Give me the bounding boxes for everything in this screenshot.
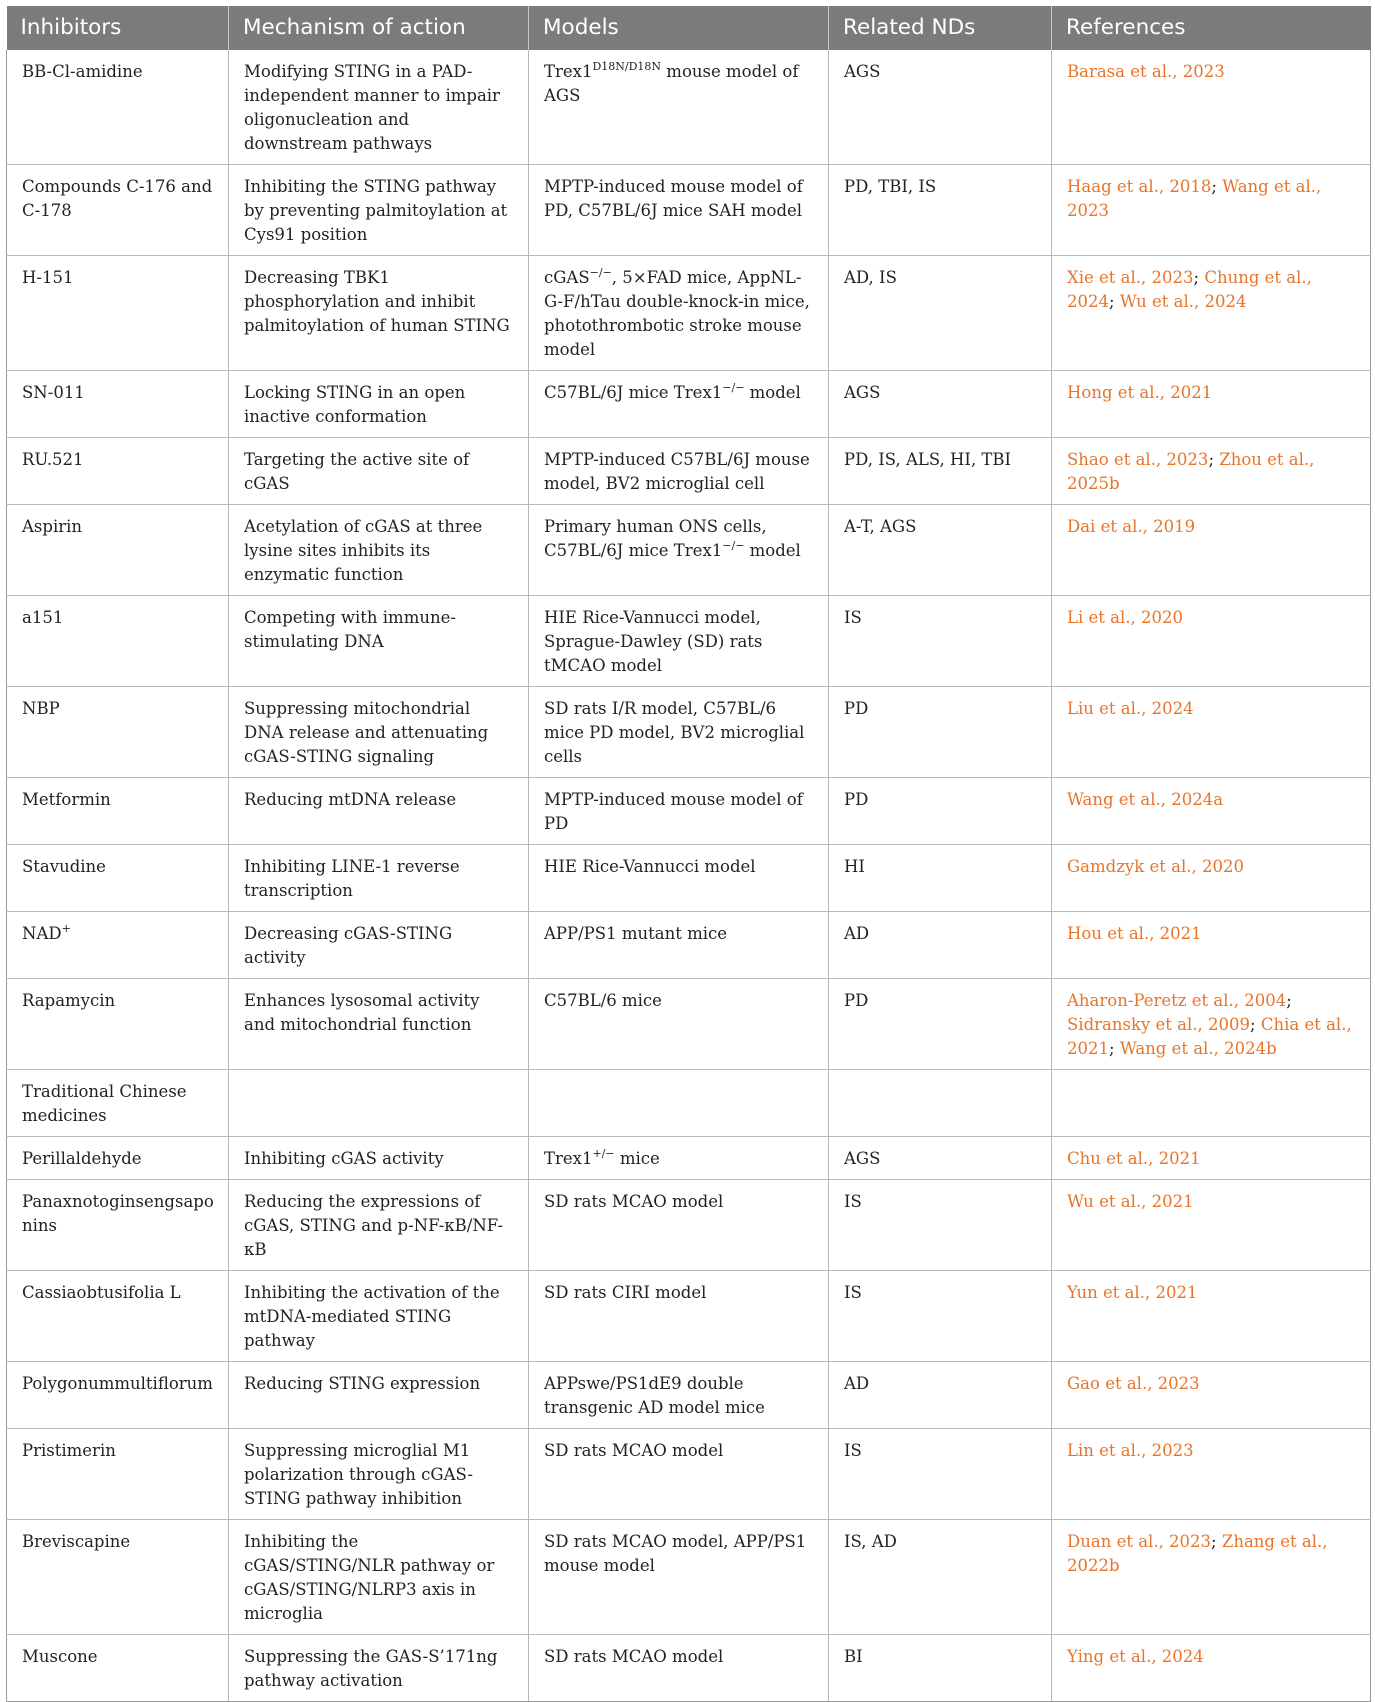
reference-link[interactable]: Hou et al., 2021 xyxy=(1067,924,1202,943)
models-cell xyxy=(529,845,829,912)
reference-link[interactable]: Duan et al., 2023 xyxy=(1067,1532,1212,1551)
reference-link[interactable]: Shao et al., 2023 xyxy=(1067,450,1209,469)
reference-link[interactable]: Zhou et al., 2025b xyxy=(1067,450,1315,493)
reference-separator: ; xyxy=(1211,1532,1222,1551)
references-cell xyxy=(1052,1429,1371,1520)
reference-link[interactable]: Liu et al., 2024 xyxy=(1067,699,1194,718)
related-nds-cell: BI xyxy=(829,1635,1052,1702)
related-nds-cell: AD xyxy=(829,912,1052,979)
models-text: MPTP-induced mouse model of PD, C57BL/6J mice SAH model xyxy=(544,177,803,220)
models-cell xyxy=(529,1362,829,1429)
mechanism-cell: Reducing STING expression xyxy=(229,1362,529,1429)
related-nds-cell: A-T, AGS xyxy=(829,505,1052,596)
table-row xyxy=(7,1635,1371,1702)
models-cell xyxy=(529,596,829,687)
models-text: MPTP-induced C57BL/6J mouse model, BV2 microglial cell xyxy=(544,450,810,493)
reference-link[interactable]: Aharon-Peretz et al., 2004 xyxy=(1067,991,1287,1010)
related-nds-cell: IS, AD xyxy=(829,1520,1052,1635)
references-cell xyxy=(1052,1070,1371,1137)
reference-separator: ; xyxy=(1109,1039,1120,1058)
table-row xyxy=(7,256,1371,371)
models-cell xyxy=(529,256,829,371)
inhibitor-cell xyxy=(7,1137,229,1180)
inhibitor-name: H-151 xyxy=(22,268,74,287)
inhibitor-name: Polygonummultiflorum xyxy=(22,1374,213,1393)
reference-link[interactable]: Zhang et al., 2022b xyxy=(1067,1532,1328,1575)
inhibitor-name: Breviscapine xyxy=(22,1532,131,1551)
reference-link[interactable]: Haag et al., 2018 xyxy=(1067,177,1212,196)
inhibitor-name: Compounds C-176 and C-178 xyxy=(22,177,213,220)
mechanism-cell: Enhances lysosomal activity and mitochondrial function xyxy=(229,979,529,1070)
inhibitor-superscript: + xyxy=(61,921,71,935)
references-cell xyxy=(1052,1635,1371,1702)
inhibitor-cell xyxy=(7,165,229,256)
related-nds-cell: PD xyxy=(829,979,1052,1070)
models-cell xyxy=(529,1635,829,1702)
related-nds-cell: PD xyxy=(829,778,1052,845)
models-cell xyxy=(529,165,829,256)
models-cell xyxy=(529,505,829,596)
inhibitor-name: Traditional Chinese medicines xyxy=(22,1082,187,1125)
mechanism-cell: Targeting the active site of cGAS xyxy=(229,438,529,505)
header-references: References xyxy=(1052,6,1371,50)
mechanism-cell: Inhibiting the STING pathway by preventing palmitoylation at Cys91 position xyxy=(229,165,529,256)
mechanism-cell: Modifying STING in a PAD-independent manner to impair oligonucleation and downstream pathways xyxy=(229,50,529,165)
references-cell xyxy=(1052,1362,1371,1429)
reference-link[interactable]: Chia et al., 2021 xyxy=(1067,1015,1352,1058)
inhibitor-name: SN-011 xyxy=(22,383,85,402)
models-cell xyxy=(529,438,829,505)
models-text: mouse model of AGS xyxy=(544,62,799,105)
reference-link[interactable]: Dai et al., 2019 xyxy=(1067,517,1196,536)
table-row xyxy=(7,1520,1371,1635)
references-cell xyxy=(1052,1180,1371,1271)
inhibitor-name: Muscone xyxy=(22,1647,98,1666)
related-nds-cell: AD xyxy=(829,1362,1052,1429)
reference-link[interactable]: Li et al., 2020 xyxy=(1067,608,1183,627)
models-cell xyxy=(529,778,829,845)
inhibitor-cell xyxy=(7,50,229,165)
models-text: SD rats MCAO model, APP/PS1 mouse model xyxy=(544,1532,807,1575)
references-cell xyxy=(1052,1520,1371,1635)
related-nds-cell: AGS xyxy=(829,1137,1052,1180)
reference-link[interactable]: Gao et al., 2023 xyxy=(1067,1374,1200,1393)
mechanism-cell: Suppressing microglial M1 polarization through cGAS-STING pathway inhibition xyxy=(229,1429,529,1520)
references-cell xyxy=(1052,438,1371,505)
table-row xyxy=(7,1180,1371,1271)
table-row xyxy=(7,371,1371,438)
mechanism-cell: Suppressing the GAS-S’171ng pathway activation xyxy=(229,1635,529,1702)
models-cell xyxy=(529,979,829,1070)
models-text: SD rats MCAO model xyxy=(544,1441,724,1460)
references-cell xyxy=(1052,371,1371,438)
reference-link[interactable]: Hong et al., 2021 xyxy=(1067,383,1213,402)
table-row xyxy=(7,687,1371,778)
inhibitor-cell xyxy=(7,505,229,596)
mechanism-cell: Inhibiting the activation of the mtDNA-mediated STING pathway xyxy=(229,1271,529,1362)
models-cell xyxy=(529,50,829,165)
reference-separator: ; xyxy=(1250,1015,1261,1034)
models-superscript: −/− xyxy=(589,265,612,279)
models-text: SD rats MCAO model xyxy=(544,1647,724,1666)
header-models: Models xyxy=(529,6,829,50)
mechanism-cell: Decreasing TBK1 phosphorylation and inhibit palmitoylation of human STING xyxy=(229,256,529,371)
reference-link[interactable]: Xie et al., 2023 xyxy=(1067,268,1194,287)
models-cell xyxy=(529,912,829,979)
mechanism-cell: Suppressing mitochondrial DNA release and attenuating cGAS-STING signaling xyxy=(229,687,529,778)
inhibitor-name: BB-Cl-amidine xyxy=(22,62,143,81)
references-cell xyxy=(1052,505,1371,596)
inhibitor-name: Aspirin xyxy=(22,517,83,536)
mechanism-cell: Inhibiting cGAS activity xyxy=(229,1137,529,1180)
inhibitor-cell xyxy=(7,596,229,687)
inhibitor-cell xyxy=(7,1429,229,1520)
inhibitor-cell xyxy=(7,1271,229,1362)
related-nds-cell: AGS xyxy=(829,371,1052,438)
models-cell xyxy=(529,1520,829,1635)
models-text: SD rats CIRI model xyxy=(544,1283,707,1302)
reference-link[interactable]: Yun et al., 2021 xyxy=(1067,1283,1198,1302)
reference-link[interactable]: Wang et al., 2024a xyxy=(1067,790,1224,809)
table-row xyxy=(7,1429,1371,1520)
models-superscript: +/− xyxy=(592,1146,615,1160)
mechanism-cell: Reducing the expressions of cGAS, STING and p-NF-κB/NF-κB xyxy=(229,1180,529,1271)
models-text: , 5×FAD mice, AppNL-G-F/hTau double-knock-in mice, photothrombotic stroke mouse model xyxy=(544,268,810,359)
models-superscript: D18N/D18N xyxy=(592,59,662,73)
references-cell xyxy=(1052,165,1371,256)
inhibitor-name: a151 xyxy=(22,608,64,627)
models-text: APP/PS1 mutant mice xyxy=(544,924,727,943)
references-cell xyxy=(1052,687,1371,778)
inhibitor-name: RU.521 xyxy=(22,450,84,469)
related-nds-cell: IS xyxy=(829,596,1052,687)
mechanism-cell: Acetylation of cGAS at three lysine sites inhibits its enzymatic function xyxy=(229,505,529,596)
table-body xyxy=(7,50,1371,1702)
header-related-nds: Related NDs xyxy=(829,6,1052,50)
inhibitor-cell xyxy=(7,371,229,438)
models-cell xyxy=(529,687,829,778)
models-text: Trex1 xyxy=(544,1149,593,1168)
table-row xyxy=(7,50,1371,165)
table-row xyxy=(7,438,1371,505)
models-text: MPTP-induced mouse model of PD xyxy=(544,790,803,833)
inhibitor-name: Pristimerin xyxy=(22,1441,116,1460)
reference-link[interactable]: Lin et al., 2023 xyxy=(1067,1441,1194,1460)
table-row xyxy=(7,1137,1371,1180)
references-cell xyxy=(1052,596,1371,687)
mechanism-cell: Inhibiting LINE-1 reverse transcription xyxy=(229,845,529,912)
models-text: HIE Rice-Vannucci model xyxy=(544,857,756,876)
models-text: C57BL/6 mice xyxy=(544,991,662,1010)
inhibitors-table xyxy=(6,6,1371,1702)
inhibitor-name: NBP xyxy=(22,699,60,718)
header-mechanism: Mechanism of action xyxy=(229,6,529,50)
models-text: model xyxy=(744,383,801,402)
models-text: mice xyxy=(614,1149,660,1168)
reference-link[interactable]: Wu et al., 2024 xyxy=(1119,292,1247,311)
models-cell xyxy=(529,1429,829,1520)
inhibitor-name: Perillaldehyde xyxy=(22,1149,142,1168)
models-text: model xyxy=(744,541,801,560)
reference-link[interactable]: Chung et al., 2024 xyxy=(1067,268,1312,311)
references-cell xyxy=(1052,256,1371,371)
table-row xyxy=(7,596,1371,687)
inhibitor-name: Panaxnotoginsengsaponins xyxy=(22,1192,214,1235)
inhibitor-cell xyxy=(7,687,229,778)
models-cell xyxy=(529,1271,829,1362)
reference-link[interactable]: Wu et al., 2021 xyxy=(1067,1192,1194,1211)
table-row xyxy=(7,845,1371,912)
reference-link[interactable]: Wang et al., 2023 xyxy=(1067,177,1322,220)
mechanism-cell: Competing with immune-stimulating DNA xyxy=(229,596,529,687)
table-row xyxy=(7,979,1371,1070)
related-nds-cell: IS xyxy=(829,1429,1052,1520)
models-text: SD rats I/R model, C57BL/6 mice PD model, BV2 microglial cells xyxy=(544,699,805,766)
mechanism-cell: Reducing mtDNA release xyxy=(229,778,529,845)
reference-separator: ; xyxy=(1286,991,1292,1010)
references-cell xyxy=(1052,912,1371,979)
models-cell xyxy=(529,1070,829,1137)
references-cell xyxy=(1052,1271,1371,1362)
models-text: APPswe/PS1dE9 double transgenic AD model mice xyxy=(544,1374,765,1417)
models-superscript: −/− xyxy=(722,380,745,394)
models-cell xyxy=(529,1137,829,1180)
inhibitor-cell xyxy=(7,1520,229,1635)
related-nds-cell: PD xyxy=(829,687,1052,778)
table-header-row xyxy=(7,6,1371,50)
related-nds-cell: IS xyxy=(829,1271,1052,1362)
related-nds-cell: AD, IS xyxy=(829,256,1052,371)
inhibitor-cell xyxy=(7,1635,229,1702)
inhibitor-name: Metformin xyxy=(22,790,111,809)
reference-separator: ; xyxy=(1211,177,1223,196)
inhibitor-cell xyxy=(7,1362,229,1429)
inhibitor-name: Rapamycin xyxy=(22,991,116,1010)
references-cell xyxy=(1052,50,1371,165)
inhibitor-name: NAD xyxy=(22,924,62,943)
inhibitor-name: Stavudine xyxy=(22,857,106,876)
reference-link[interactable]: Sidransky et al., 2009 xyxy=(1067,1015,1251,1034)
related-nds-cell xyxy=(829,1070,1052,1137)
reference-separator: ; xyxy=(1208,450,1220,469)
models-superscript: −/− xyxy=(722,538,745,552)
reference-link[interactable]: Ying et al., 2024 xyxy=(1067,1647,1204,1666)
models-text: cGAS xyxy=(544,268,590,287)
table-row xyxy=(7,1271,1371,1362)
mechanism-cell: Decreasing cGAS-STING activity xyxy=(229,912,529,979)
inhibitor-cell xyxy=(7,1070,229,1137)
references-cell xyxy=(1052,1137,1371,1180)
models-text: Primary human ONS cells, C57BL/6J mice Trex1 xyxy=(544,517,767,560)
related-nds-cell: PD, TBI, IS xyxy=(829,165,1052,256)
mechanism-cell: Inhibiting the cGAS/STING/NLR pathway or cGAS/STING/NLRP3 axis in microglia xyxy=(229,1520,529,1635)
reference-separator: ; xyxy=(1193,268,1205,287)
models-text: C57BL/6J mice Trex1 xyxy=(544,383,723,402)
references-cell xyxy=(1052,845,1371,912)
table-row xyxy=(7,1362,1371,1429)
inhibitor-cell xyxy=(7,912,229,979)
inhibitor-cell xyxy=(7,778,229,845)
related-nds-cell: IS xyxy=(829,1180,1052,1271)
mechanism-cell xyxy=(229,1070,529,1137)
related-nds-cell: PD, IS, ALS, HI, TBI xyxy=(829,438,1052,505)
reference-separator: ; xyxy=(1109,292,1120,311)
table-row xyxy=(7,505,1371,596)
reference-link[interactable]: Wang et al., 2024b xyxy=(1119,1039,1277,1058)
inhibitor-cell xyxy=(7,1180,229,1271)
references-cell xyxy=(1052,979,1371,1070)
reference-link[interactable]: Barasa et al., 2023 xyxy=(1067,62,1225,81)
table-row xyxy=(7,165,1371,256)
inhibitor-cell xyxy=(7,845,229,912)
models-cell xyxy=(529,1180,829,1271)
related-nds-cell: AGS xyxy=(829,50,1052,165)
inhibitor-name: Cassiaobtusifolia L xyxy=(22,1283,181,1302)
reference-link[interactable]: Gamdzyk et al., 2020 xyxy=(1067,857,1244,876)
models-text: SD rats MCAO model xyxy=(544,1192,724,1211)
table-row xyxy=(7,778,1371,845)
models-text: Trex1 xyxy=(544,62,593,81)
references-cell xyxy=(1052,778,1371,845)
inhibitor-cell xyxy=(7,438,229,505)
table-row xyxy=(7,1070,1371,1137)
models-cell xyxy=(529,371,829,438)
reference-link[interactable]: Chu et al., 2021 xyxy=(1067,1149,1201,1168)
inhibitor-cell xyxy=(7,979,229,1070)
table-row xyxy=(7,912,1371,979)
models-text: HIE Rice-Vannucci model, Sprague-Dawley (SD) rats tMCAO model xyxy=(544,608,763,675)
header-inhibitors: Inhibitors xyxy=(7,6,229,50)
mechanism-cell: Locking STING in an open inactive conformation xyxy=(229,371,529,438)
inhibitor-cell xyxy=(7,256,229,371)
related-nds-cell: HI xyxy=(829,845,1052,912)
